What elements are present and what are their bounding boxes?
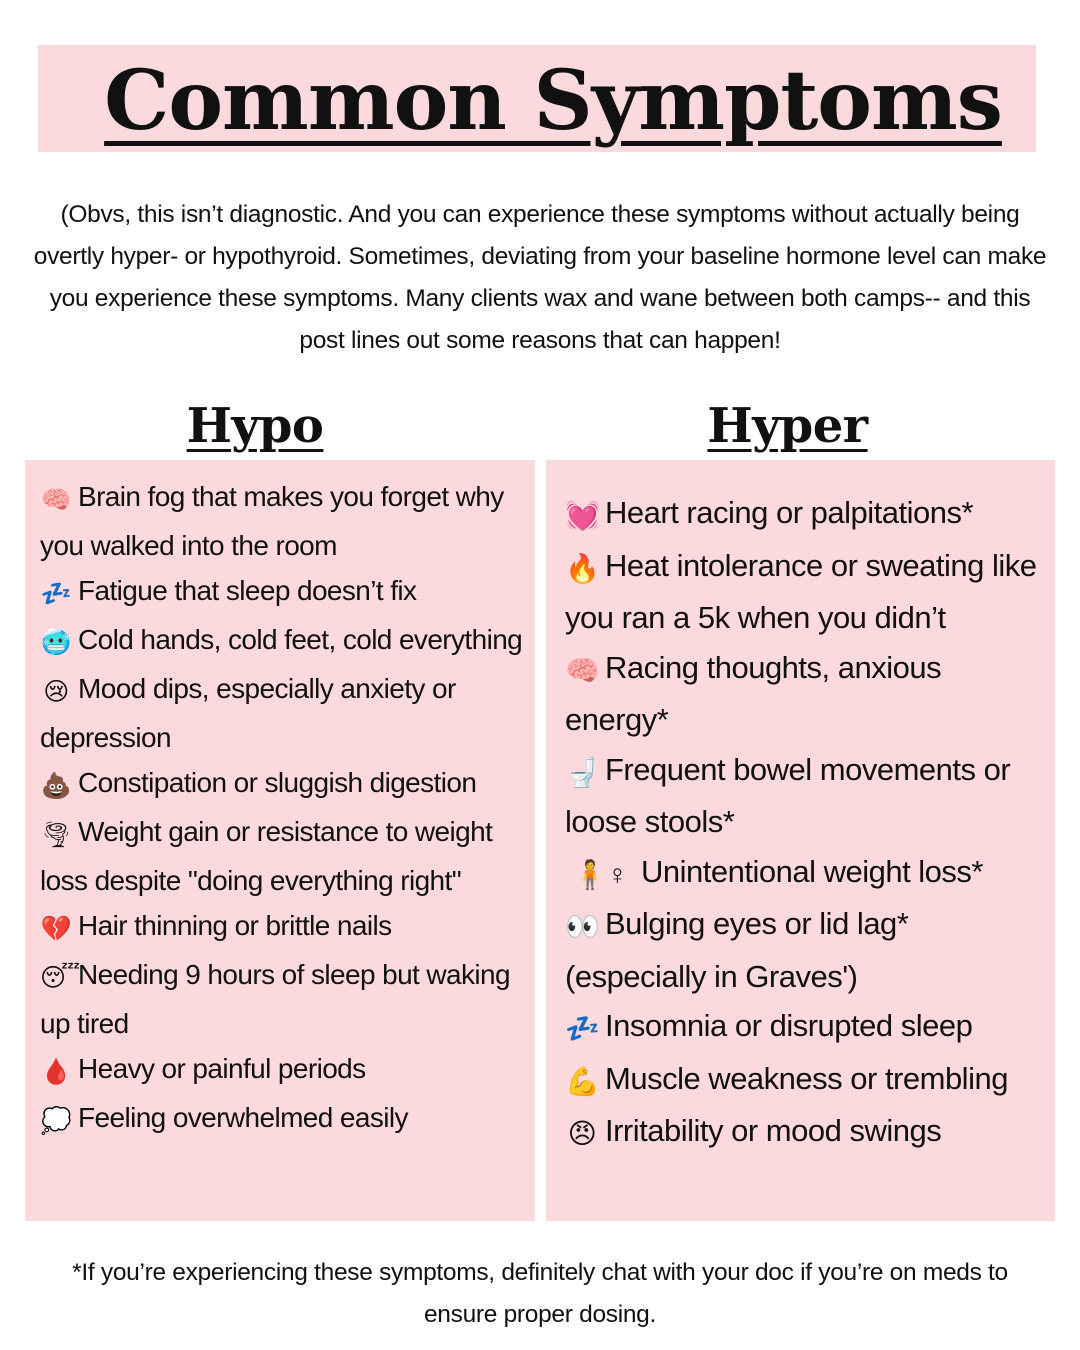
hyper-symptom-text: Heat intolerance or sweating like you ran a 5k when you didn’t: [565, 547, 1037, 635]
hyper-panel: [546, 460, 1055, 1221]
hyper-symptom-text: Racing thoughts, anxious energy*: [565, 649, 942, 737]
hypo-symptom-text: Brain fog that makes you forget why you walked into the room: [40, 481, 504, 561]
hypo-heading: Hypo: [186, 398, 324, 454]
hyper-symptom-text: Insomnia or disrupted sleep: [605, 1008, 973, 1043]
hyper-symptom-text: Muscle weakness or trembling: [605, 1060, 1008, 1096]
hyper-symptom-text: Irritability or mood swings: [605, 1113, 942, 1148]
person-female-sign-icon: 🧍♀: [572, 858, 628, 890]
footnote: *If you’re experiencing these symptoms, definitely chat with your doc if you’re on meds to ensure proper dosing.: [72, 1259, 1008, 1328]
eyes-icon: 👀: [565, 911, 600, 942]
intro-disclaimer: (Obvs, this isn’t diagnostic. And you can experience these symptoms without actually being overtly hyper- or hypothyroid. Sometimes, deviating from your baseline hormone level can make you experience these symptoms. Many clients wax and wane between both camps-- and this post lines out some reasons that can happen!: [33, 201, 1047, 354]
hypo-symptom-item: [40, 903, 525, 952]
broken-heart-icon: 💔: [40, 915, 72, 943]
hyper-symptom-list: [565, 488, 1047, 1159]
hypo-symptom-text: Mood dips, especially anxiety or depression: [40, 673, 456, 753]
hyper-symptom-item: [565, 488, 1047, 541]
hyper-symptom-text: Frequent bowel movements or loose stools*: [565, 751, 1011, 839]
flexed-biceps-icon: 💪: [565, 1065, 600, 1097]
hypo-symptom-text: Needing 9 hours of sleep but waking up tired: [40, 959, 510, 1039]
hypo-symptom-item: [40, 1046, 525, 1095]
hyper-symptom-item: [565, 899, 1047, 1001]
hypo-panel: [25, 460, 535, 1221]
hyper-symptom-item: [565, 847, 1047, 900]
hyper-symptom-text: Heart racing or palpitations*: [605, 495, 974, 530]
page-title: Common Symptoms: [104, 53, 1002, 149]
hyper-symptom-item: [565, 1106, 1047, 1159]
hypo-symptom-item: [40, 617, 525, 666]
toilet-icon: 🚽: [565, 756, 600, 788]
hypo-symptom-text: Heavy or painful periods: [78, 1053, 366, 1084]
thought-bubble-icon: 💭: [40, 1107, 72, 1135]
hypo-symptom-text: Cold hands, cold feet, cold everything: [78, 624, 523, 655]
zzz-icon: 💤: [40, 580, 72, 608]
hypo-symptom-item: [40, 666, 525, 760]
hypo-symptom-text: Feeling overwhelmed easily: [78, 1102, 408, 1133]
hyper-symptom-text: Unintentional weight loss*: [641, 853, 983, 889]
hypo-symptom-list: [40, 474, 525, 1144]
fire-icon: 🔥: [565, 552, 600, 584]
hypo-symptom-item: [40, 760, 525, 809]
hypo-symptom-text: Constipation or sluggish digestion: [78, 767, 477, 798]
hypo-symptom-text: Weight gain or resistance to weight loss despite "doing everything right": [40, 816, 493, 896]
hypo-symptom-item: [40, 809, 525, 903]
sad-tear-face-icon: 😢: [43, 678, 69, 706]
hypo-symptom-text: Hair thinning or brittle nails: [78, 910, 392, 941]
tornado-icon: 🌪: [40, 821, 72, 849]
hypo-symptom-item: [40, 1095, 525, 1144]
hyper-symptom-item: [565, 1001, 1047, 1054]
poop-icon: 💩: [40, 772, 72, 800]
hyper-symptom-item: [565, 1054, 1047, 1107]
angry-face-icon: 😠: [567, 1118, 597, 1149]
hypo-symptom-text: Fatigue that sleep doesn’t fix: [78, 575, 417, 606]
brain-icon: 🧠: [40, 486, 72, 514]
hyper-heading: Hyper: [707, 398, 868, 454]
hyper-symptom-item: [565, 745, 1047, 847]
hypo-symptom-item: [40, 952, 525, 1046]
hyper-symptom-item: [565, 643, 1047, 745]
beating-heart-icon: 💓: [565, 500, 600, 531]
blood-drop-icon: 🩸: [40, 1058, 72, 1086]
brain-icon: 🧠: [565, 654, 600, 686]
hypo-symptom-item: [40, 474, 525, 568]
zzz-icon: 💤: [565, 1013, 600, 1044]
hyper-symptom-text: Bulging eyes or lid lag* (especially in Graves'): [565, 906, 909, 994]
hypo-symptom-item: [40, 568, 525, 617]
cold-face-icon: 🥶: [40, 629, 72, 657]
sleeping-face-icon: 😴: [40, 964, 80, 992]
hyper-symptom-item: [565, 541, 1047, 643]
